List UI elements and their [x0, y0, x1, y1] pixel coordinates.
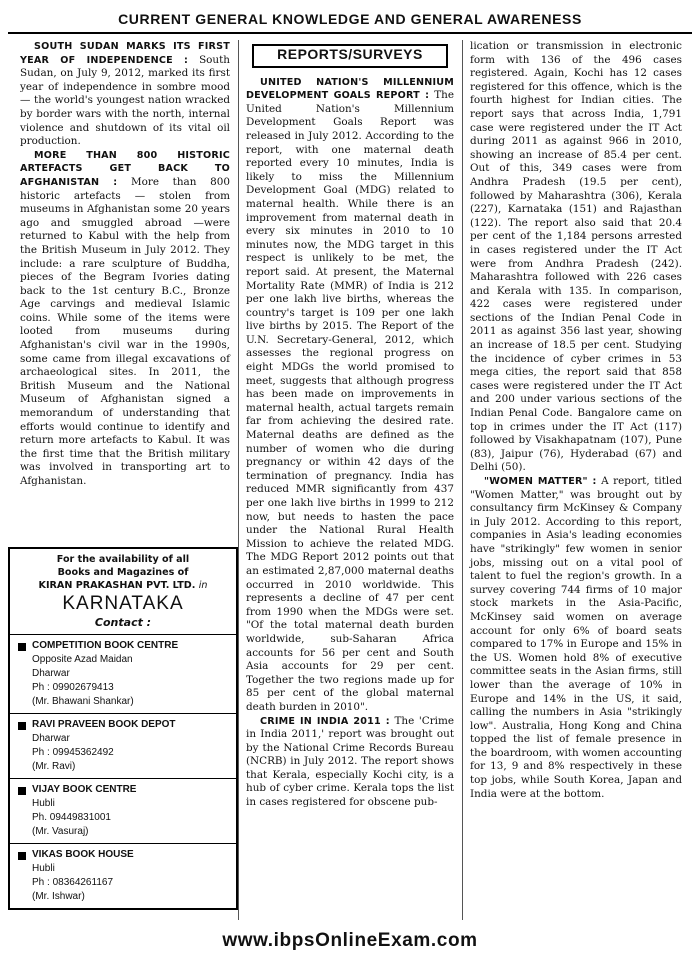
publisher-name: KIRAN PRAKASHAN PVT. LTD. — [38, 580, 196, 591]
advert-state: KARNATAKA — [62, 593, 184, 614]
store-entry — [10, 635, 236, 714]
page-header — [8, 8, 692, 34]
article-crime-continued: lication or transmission in electronic form with 136 of the 496 cases registered. Again, Kochi has 12 cases registered for this offence, which is the fourth highest for Indian cities. The report says that across India, 1,791 case were registered under the IT Act during 2011 as against 966 in 2010, showing an increase of 85.4 per cent. Out of this, 349 cases were from Andhra Pradesh (19.5 per cent), followed by Maharashtra (306), Kerala (227), Karnataka (151) and Rajasthan (122). The report also said that 20.4 per cent of the 1,184 persons arrested in cases registered under the IT Act were from Andhra Pradesh (242). Maharashtra followed with 226 cases and Kerala with 135. In comparison, 422 cases were registered under sections of the Indian Penal Code in 2011 as against 356 last year, showing an increase of 18.5 per cent. Studying the incidence of cyber crimes in 53 mega cities, the report said that 858 cases were registered under the IT Act and 200 under various sections of the Indian Penal Code. Bangalore came on top in crimes under the IT Act (117) followed by Visakhapatnam (107), Pune (83), Jaipur (76), Hyderabad (67) and Delhi (50). — [470, 40, 682, 474]
article-heading: MORE THAN 800 HISTORIC ARTEFACTS GET BACK TO AFGHANISTAN : — [20, 149, 230, 188]
advert-header — [10, 549, 236, 635]
store-name: VIJAY BOOK CENTRE — [32, 784, 137, 795]
article-women-matter — [470, 475, 682, 801]
page-footer — [0, 930, 700, 952]
store-contact-person: (Mr. Vasuraj) — [32, 826, 89, 837]
store-entry — [10, 844, 236, 908]
store-city: Dharwar — [32, 733, 70, 744]
store-entry — [10, 779, 236, 844]
bullet-square-icon — [18, 722, 26, 730]
advert-publisher — [16, 579, 230, 592]
section-title-box — [252, 44, 448, 68]
bullet-square-icon — [18, 787, 26, 795]
section-title: REPORTS/SURVEYS — [277, 46, 423, 62]
store-contact-person: (Mr. Bhawani Shankar) — [32, 696, 134, 707]
column-3 — [470, 40, 682, 801]
header-title: CURRENT GENERAL KNOWLEDGE AND GENERAL AWARENESS — [118, 11, 582, 27]
article-body: A report, titled "Women Matter," was brought out by consultancy firm McKinsey & Company in July 2012. According to this report, companies in Asia's leading economies have "strikingly" few women in senior jobs, missing out on a vital pool of talent to fuel the region's growth. In a survey covering 744 firms of 10 major stock markets in the Asia-Pacific, McKinsey said women on average account for only 6% of board seats compared to 17% in Europe and 15% in the US. Women hold 8% of executive committee seats in the Asian firms, still lower than the average of 10% in Europe and 14% in the US, it said, calling the numbers in Asia "strikingly low". Australia, Hong Kong and China topped the list of female presence in the boardroom, with women accounting for 13, 9 and 8% respectively in these top jobs, while South Korea, Japan and India were at the bottom. — [470, 475, 682, 800]
article-afghan-artefacts — [20, 149, 230, 489]
article-crime-in-india — [246, 715, 454, 810]
store-phone: Ph : 08364261167 — [32, 877, 114, 888]
store-name: COMPETITION BOOK CENTRE — [32, 640, 179, 651]
article-heading: "WOMEN MATTER" : — [484, 476, 597, 487]
bookstore-advert — [8, 547, 238, 910]
column-divider — [238, 40, 239, 920]
column-divider — [462, 40, 463, 920]
advert-line: Books and Magazines of — [57, 567, 189, 578]
article-body: South Sudan, on July 9, 2012, marked its first year of independence in sombre mood — the world's youngest nation wracked by border wars with the north, internal violence and shutdown of its vital oil production. — [20, 53, 230, 148]
store-contact-person: (Mr. Ishwar) — [32, 891, 85, 902]
store-name: VIKAS BOOK HOUSE — [32, 849, 134, 860]
bullet-square-icon — [18, 852, 26, 860]
article-mdg-report — [246, 76, 454, 715]
article-heading: SOUTH SUDAN MARKS ITS FIRST YEAR OF INDEPENDENCE : — [20, 41, 230, 66]
store-contact-person: (Mr. Ravi) — [32, 761, 76, 772]
column-2 — [246, 40, 454, 810]
column-1 — [20, 40, 230, 489]
publisher-in: in — [198, 580, 208, 591]
article-heading: UNITED NATION'S MILLENNIUM DEVELOPMENT GOALS REPORT : — [246, 76, 454, 102]
store-name: RAVI PRAVEEN BOOK DEPOT — [32, 719, 176, 730]
article-south-sudan — [20, 40, 230, 149]
article-body: The United Nation's Millennium Development Goals Report was released in July 2012. According to the report, with one maternal death reported every 10 minutes, India is likely to miss the Millennium Development Goal (MDG) related to maternal health. While there is an improvement from maternal death in every six minutes in 2010 to 10 minutes now, the MDG target in this respect is unlikely to be met, the report said. At present, the Maternal Mortality Rate (MMR) of India is 212 per one lakh live births, whereas the country's target is 109 per one lakh live births by 2015. The Report of the U.N. Secretary-General, 2012, which assesses the regional progress on eight MDGs the world promised to meet, suggests that although progress has been made on improvements in maternal health, actual targets remain far from achieving the desired rate. Maternal deaths are defined as the number of women who die during pregnancy or within 42 days of the termination of pregnancy. India has reduced MMR significantly from 437 per one lakh live births in 1999 to 212 now, but needs to hasten the pace under the National Rural Health Mission to achieve the related MDG. The MDG Report 2012 points out that an estimated 2,87,000 maternal deaths occurred in 2010 worldwide. This represents a decline of 47 per cent from 1990 when the MDGs were set. "Of the total maternal death burden worldwide, sub-Saharan Africa accounts for 56 per cent and South Asia accounts for 29 per cent. Together the two regions made up for 85 per cent of the global maternal death burden in 2010". — [246, 89, 454, 713]
article-body: The 'Crime in India 2011,' report was brought out by the National Crime Records Bureau (NCRB) in July 2012. The report shows that Kerala, especially Kochi city, is a hub of cyber crime. Kerala tops the list in cases registered for obscene pub- — [246, 714, 454, 809]
store-phone: Ph : 09902679413 — [32, 682, 114, 693]
store-phone: Ph. 09449831001 — [32, 812, 111, 823]
store-city: Dharwar — [32, 668, 70, 679]
store-address: Opposite Azad Maidan — [32, 654, 133, 665]
footer-url: www.ibpsOnlineExam.com — [222, 930, 478, 951]
store-city: Hubli — [32, 863, 55, 874]
article-body: More than 800 historic artefacts — stolen from museums in Afghanistan some 20 years ago and smuggled abroad —were returned to Kabul with the help from the British Museum in July 2012. They include: a rare sculpture of Buddha, pieces of the Begram Ivories dating back to the 1st century B.C., Bronze Age carvings and medieval Islamic coins. While some of the items were looted from museums during Afghanistan's civil war in the 1990s, some came from illegal excavations of archaeological sites. In 2011, the British Museum and the National Museum of Afghanistan signed a memorandum of understanding that efforts would continue to identify and return more artefacts to Kabul. It was the first time that the British military was involved in transporting art to Afghanistan. — [20, 175, 230, 487]
bullet-square-icon — [18, 643, 26, 651]
article-heading: CRIME IN INDIA 2011 : — [260, 715, 390, 727]
advert-contact-label: Contact : — [94, 616, 152, 629]
advert-line: For the availability of all — [56, 554, 190, 565]
store-entry — [10, 714, 236, 779]
store-city: Hubli — [32, 798, 55, 809]
store-phone: Ph : 09945362492 — [32, 747, 114, 758]
